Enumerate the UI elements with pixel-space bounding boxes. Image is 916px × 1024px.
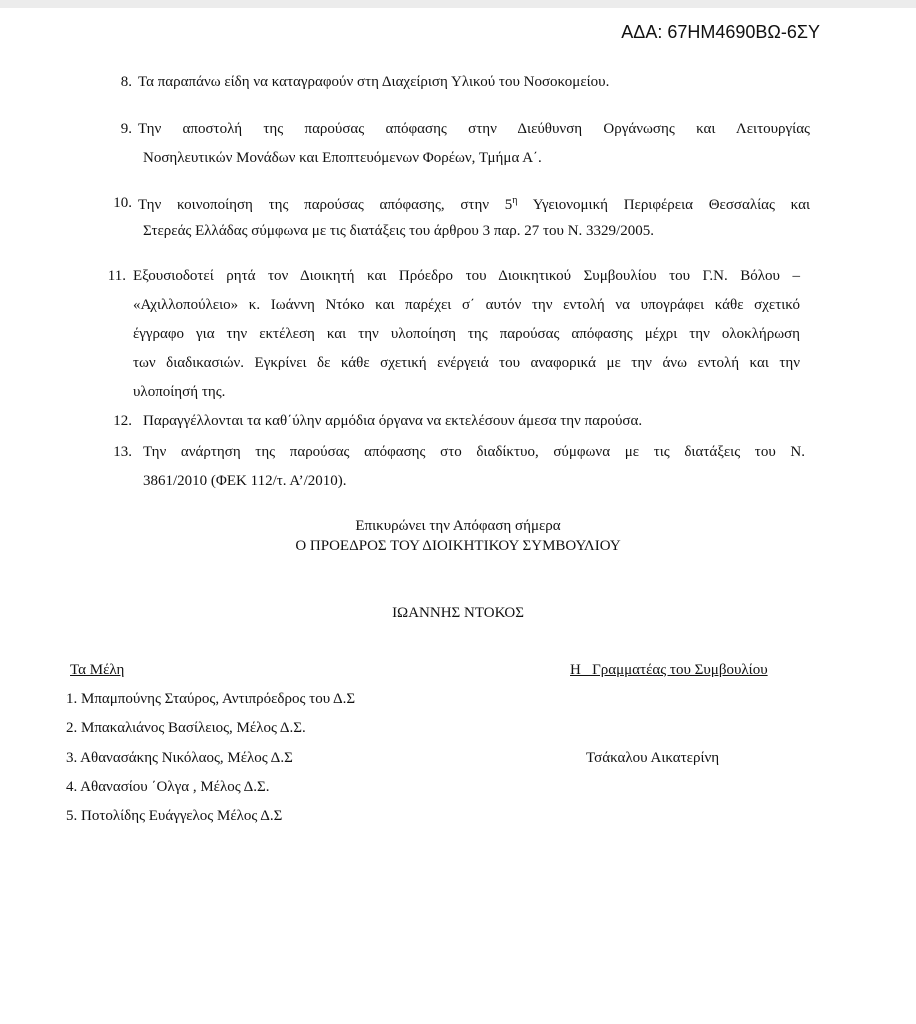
top-bar — [0, 0, 916, 8]
president-title: Ο ΠΡΟΕΔΡΟΣ ΤΟΥ ΔΙΟΙΚΗΤΙΚΟΥ ΣΥΜΒΟΥΛΙΟΥ — [295, 538, 621, 554]
ratify-line: Επικυρώνει την Απόφαση σήμερα — [355, 518, 561, 534]
members-heading: Τα Μέλη — [70, 662, 125, 678]
member-item: 1. Μπαμπούνης Σταύρος, Αντιπρόεδρος του Δ.Σ — [66, 691, 356, 707]
ada-code: ΑΔΑ: 67ΗΜ4690ΒΩ-6ΣΥ — [621, 22, 820, 42]
item-text: των διαδικασιών. Εγκρίνει δε κάθε σχετική ενέργειά του αναφορικά με την άνω εντολή και την — [133, 355, 800, 371]
item-text: Εξουσιοδοτεί ρητά τον Διοικητή και Πρόεδρο του Διοικητικού Συμβουλίου του Γ.Ν. Βόλου – — [133, 268, 800, 284]
item-text: Την αποστολή της παρούσας απόφασης στην Διεύθυνση Οργάνωσης και Λειτουργίας — [138, 121, 810, 137]
member-item: 2. Μπακαλιάνος Βασίλειος, Μέλος Δ.Σ. — [66, 720, 306, 736]
item-text: Την κοινοποίηση της παρούσας απόφασης, στην $5^\eta$ Υγειονομική Περιφέρεια Θεσσαλίας και — [138, 195, 810, 213]
item-number: 12. — [113, 413, 132, 429]
item-text: 3861/2010 (ΦΕΚ 112/τ. Α’/2010). — [143, 473, 347, 489]
item-text: Την ανάρτηση της παρούσας απόφασης στο διαδίκτυο, σύμφωνα με τις διατάξεις του Ν. — [143, 444, 805, 460]
item-text: Νοσηλευτικών Μονάδων και Εποπτευόμενων Φορέων, Τμήμα Α΄. — [143, 150, 542, 166]
item-text: υλοποίησή της. — [133, 384, 226, 400]
member-item: 5. Ποτολίδης Ευάγγελος Μέλος Δ.Σ — [66, 808, 283, 824]
item-text: Παραγγέλλονται τα καθ΄ύλην αρμόδια όργανα να εκτελέσουν άμεσα την παρούσα. — [143, 413, 643, 429]
item-text: έγγραφο για την εκτέλεση και την υλοποίηση της παρούσας απόφασης μέχρι την ολοκλήρωση — [133, 326, 800, 342]
item-number: 11. — [107, 268, 126, 284]
member-item: 3. Αθανασάκης Νικόλαος, Μέλος Δ.Σ — [66, 750, 293, 766]
item-text: Τα παραπάνω είδη να καταγραφούν στη Διαχείριση Υλικού του Νοσοκομείου. — [138, 74, 610, 90]
item-text: «Αχιλλοπούλειο» κ. Ιωάννη Ντόκο και παρέχει σ΄ αυτόν την εντολή να υπογράφει κάθε σχετικό — [133, 297, 800, 313]
item-number: 10. — [113, 195, 132, 211]
member-item: 4. Αθανασίου ΄Ολγα , Μέλος Δ.Σ. — [66, 779, 270, 795]
secretary-heading: Η Γραμματέας του Συμβουλίου — [570, 662, 768, 678]
item-text: Στερεάς Ελλάδας σύμφωνα με τις διατάξεις του άρθρου 3 παρ. 27 του Ν. 3329/2005. — [143, 223, 654, 239]
secretary-name: Τσάκαλου Αικατερίνη — [586, 750, 720, 766]
president-name: ΙΩΑΝΝΗΣ ΝΤΟΚΟΣ — [392, 605, 524, 621]
item-number: 8. — [120, 74, 132, 90]
item-number: 13. — [113, 444, 132, 460]
item-number: 9. — [120, 121, 132, 137]
